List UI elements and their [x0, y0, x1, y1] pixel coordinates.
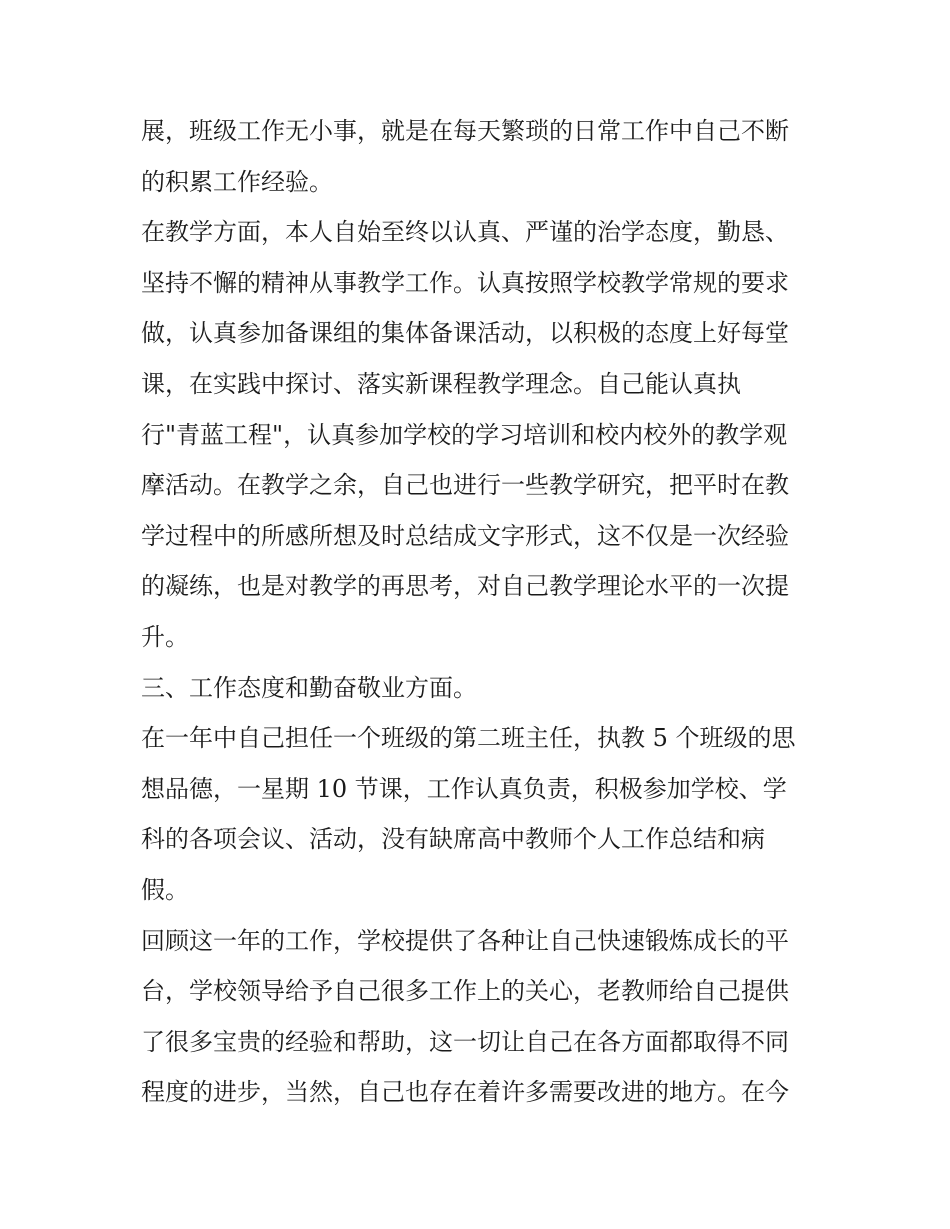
- text-line: 在教学方面，本人自始至终以认真、严谨的治学态度，勤恳、: [141, 218, 789, 247]
- text-line: 课，在实践中探讨、落实新课程教学理念。自己能认真执: [141, 369, 741, 398]
- section-heading: 三、工作态度和勤奋敬业方面。: [141, 673, 477, 702]
- text-line: 坚持不懈的精神从事教学工作。认真按照学校教学常规的要求: [141, 268, 789, 297]
- text-line: 行"青蓝工程"，认真参加学校的学习培训和校内校外的教学观: [141, 420, 788, 449]
- text-line: 学过程中的所感所想及时总结成文字形式，这不仅是一次经验: [141, 521, 789, 550]
- text-line: 台，学校领导给予自己很多工作上的关心，老教师给自己提供: [141, 977, 789, 1006]
- text-line: 程度的进步，当然，自己也存在着许多需要改进的地方。在今: [141, 1078, 789, 1107]
- text-line: 的凝练，也是对教学的再思考，对自己教学理论水平的一次提: [141, 572, 789, 601]
- text-line: 展，班级工作无小事，就是在每天繁琐的日常工作中自己不断: [141, 117, 789, 145]
- text-line: 摩活动。在教学之余，自己也进行一些教学研究，把平时在教: [141, 471, 789, 500]
- text-line: 回顾这一年的工作，学校提供了各种让自己快速锻炼成长的平: [141, 926, 789, 955]
- text-line: 升。: [141, 622, 189, 651]
- text-line: 了很多宝贵的经验和帮助，这一切让自己在各方面都取得不同: [141, 1027, 789, 1056]
- text-line: 在一年中自己担任一个班级的第二班主任，执教 5 个班级的思: [141, 724, 796, 753]
- text-line: 的积累工作经验。: [141, 167, 333, 196]
- text-line: 想品德，一星期 10 节课，工作认真负责，积极参加学校、学: [141, 774, 787, 803]
- text-line: 做，认真参加备课组的集体备课活动，以积极的态度上好每堂: [141, 319, 789, 348]
- text-line: 假。: [141, 875, 189, 904]
- text-line: 科的各项会议、活动，没有缺席高中教师个人工作总结和病: [141, 825, 765, 854]
- body-text: [141, 106, 821, 1118]
